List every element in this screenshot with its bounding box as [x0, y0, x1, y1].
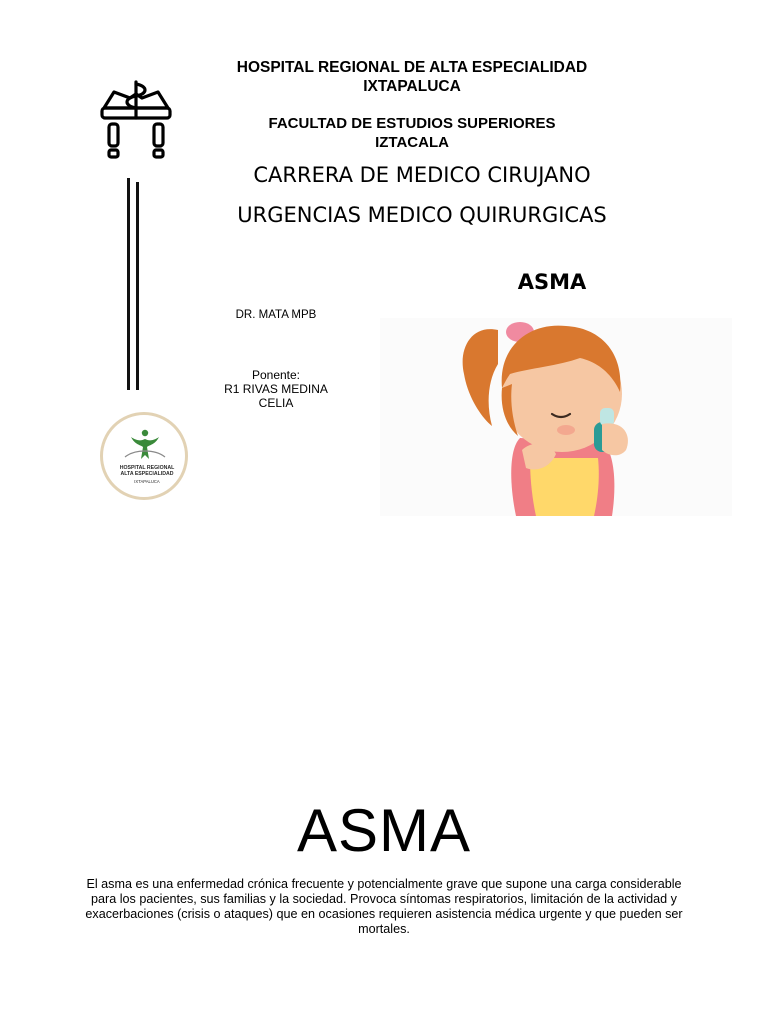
- decorative-divider-left: [127, 178, 130, 390]
- paragraph-line: mortales.: [358, 922, 410, 936]
- presenter-name-line1: R1 RIVAS MEDINA: [224, 382, 328, 396]
- hospital-logo: [100, 412, 188, 500]
- hospital-figure-icon: [123, 427, 167, 463]
- hospital-name: [190, 58, 634, 96]
- faculty-emblem-icon: [96, 78, 176, 162]
- decorative-divider-right: [136, 182, 139, 390]
- hospital-logo-text-1: HOSPITAL REGIONAL: [119, 465, 175, 471]
- topic-title: ASMA: [517, 270, 587, 294]
- hospital-name-line2: IXTAPALUCA: [363, 78, 461, 95]
- career-title: CARRERA DE MEDICO CIRUJANO: [253, 163, 591, 187]
- paragraph-line: exacerbaciones (crisis o ataques) que en ocasiones requieren asistencia médica urgente y que pueden ser: [85, 907, 683, 921]
- hospital-name-line1: HOSPITAL REGIONAL DE ALTA ESPECIALIDAD: [236, 59, 588, 76]
- presenter-label: Ponente:: [251, 368, 301, 382]
- faculty-name-line2: IZTACALA: [375, 134, 449, 151]
- section-title: ASMA: [296, 797, 472, 864]
- faculty-name-line1: FACULTAD DE ESTUDIOS SUPERIORES: [268, 115, 556, 132]
- hospital-logo-text-2: ALTA ESPECIALIDAD: [120, 471, 174, 477]
- presenter-block: [206, 368, 346, 410]
- hospital-logo-text-3: IXTAPALUCA: [134, 479, 160, 484]
- girl-using-inhaler-illustration-icon: [380, 318, 732, 516]
- subject-title: URGENCIAS MEDICO QUIRURGICAS: [237, 203, 607, 227]
- asthma-description: [70, 877, 698, 937]
- paragraph-line: El asma es una enfermedad crónica frecuente y potencialmente grave que supone una carga considerable: [86, 877, 682, 891]
- doctor-name: DR. MATA MPB: [235, 309, 317, 321]
- faculty-name: [230, 114, 594, 152]
- presenter-name-line2: CELIA: [258, 396, 294, 410]
- paragraph-line: para los pacientes, sus familias y la sociedad. Provoca síntomas respiratorios, limitación de la actividad y: [91, 892, 677, 906]
